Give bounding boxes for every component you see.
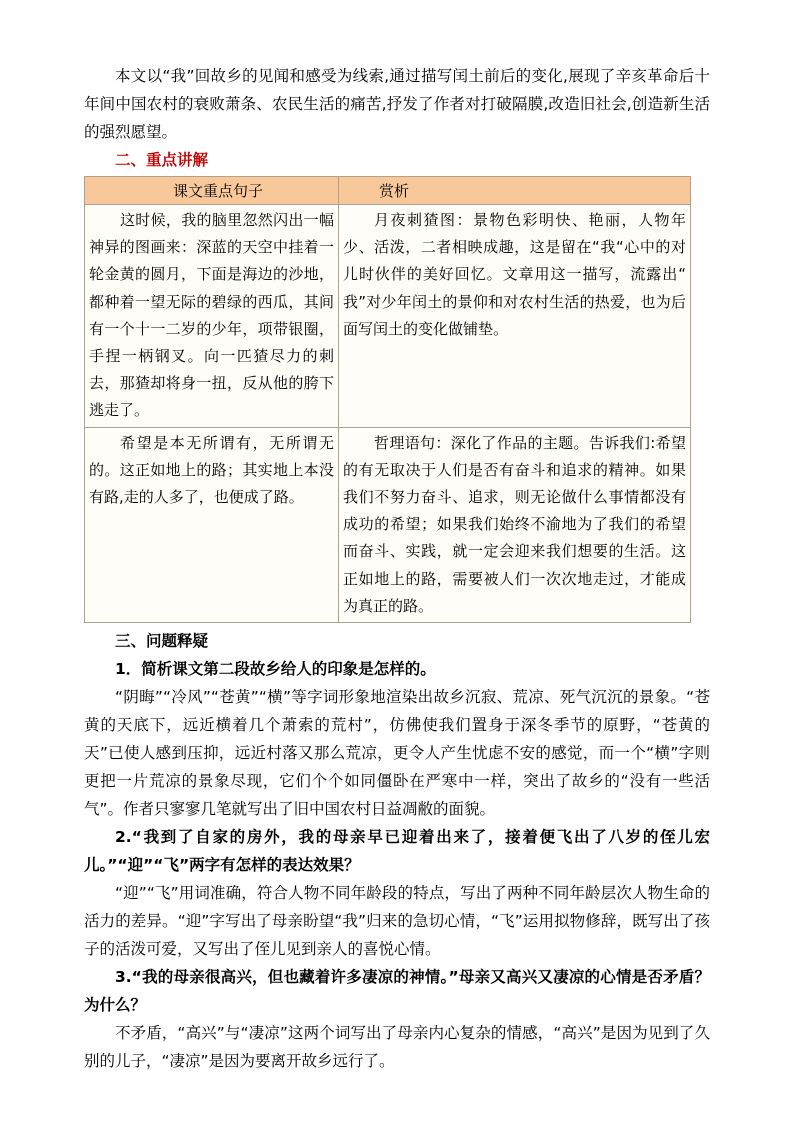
table-header-row — [85, 177, 691, 205]
section-heading-questions: 三、问题释疑 — [115, 632, 209, 651]
table-cell-sentence — [85, 205, 339, 428]
question-block — [84, 963, 710, 1075]
table-cell-sentence — [85, 427, 339, 622]
answer-text: “迎”“飞”用词准确，符合人物不同年龄段的特点，写出了两种不同年龄层次人物生命的活力的差异。“迎”字写出了母亲盼望“我”归来的急切心情，“飞”运用拟物修辞，既写出了孩子的活泼可爱，又写出了侄儿见到亲人的喜悦心情。 — [84, 884, 710, 959]
table-row — [85, 427, 691, 622]
analysis-text: 哲理语句：深化了作品的主题。告诉我们:希望的有无取决于人们是否有奋斗和追求的精神。如果我们不努力奋斗、追求，则无论做什么事情都没有成功的希望；如果我们始终不渝地为了我们的希望而奋斗、实践，就一定会迎来我们想要的生活。这正如地上的路，需要被人们一次次地走过，才能成为真正的路。 — [343, 433, 686, 615]
question-text: 1．简析课文第二段故乡给人的印象是怎样的。 — [115, 660, 436, 679]
table-row — [85, 205, 691, 428]
sentence-text: 希望是本无所谓有，无所谓无的。这正如地上的路；其实地上本没有路,走的人多了，也便成了路。 — [89, 433, 334, 507]
key-sentences-table — [84, 176, 691, 623]
document-page — [84, 62, 710, 1075]
answer-text: “阴晦”“冷风”“苍黄”“横”等字词形象地渲染出故乡沉寂、荒凉、死气沉沉的景象。“苍黄的天底下，远近横着几个萧索的荒村”，仿佛使我们置身于深冬季节的原野，“苍黄的天”已使人感到压抑，远近村落又那么荒凉，更令人产生忧虑不安的感觉，而一个“横”字则更把一片荒凉的景象尽现，它们个个如同僵卧在严寒中一样，突出了故乡的“没有一些活气”。作者只寥寥几笔就写出了旧中国农村日益凋敝的面貌。 — [84, 688, 710, 819]
table-header-sentence: 课文重点句子 — [85, 177, 339, 205]
table-cell-analysis — [339, 427, 691, 622]
answer-text: 不矛盾，“高兴”与“凄凉”这两个词写出了母亲内心复杂的情感，“高兴”是因为见到了久别的儿子，“凄凉”是因为要离开故乡远行了。 — [84, 1024, 710, 1071]
question-text: 2.“我到了自家的房外，我的母亲早已迎着出来了，接着便飞出了八岁的侄儿宏儿。”“迎”“飞”两字有怎样的表达效果？ — [84, 828, 710, 875]
section-heading-key-points: 二、重点讲解 — [115, 151, 209, 169]
intro-paragraph: 本文以“我”回故乡的见闻和感受为线索,通过描写闰土前后的变化,展现了辛亥革命后十年间中国农村的衰败萧条、农民生活的痛苦,抒发了作者对打破隔膜,改造旧社会,创造新生活的强烈愿望。 — [84, 67, 710, 141]
question-block — [84, 823, 710, 963]
question-text: 3.“我的母亲很高兴，但也藏着许多凄凉的神情。”母亲又高兴又凄凉的心情是否矛盾？为什么？ — [84, 968, 710, 1015]
sentence-text: 这时候，我的脑里忽然闪出一幅神异的图画来：深蓝的天空中挂着一轮金黄的圆月，下面是海边的沙地，都种着一望无际的碧绿的西瓜，其间有一个十一二岁的少年，项带银圈，手捏一柄钢叉。向一匹猹尽力的刺去，那猹却将身一扭，反从他的胯下逃走了。 — [89, 211, 334, 420]
table-cell-analysis — [339, 205, 691, 428]
table-header-analysis: 赏析 — [339, 177, 691, 205]
analysis-text: 月夜刺猹图：景物色彩明快、艳丽，人物年少、活泼，二者相映成趣，这是留在“我“心中的对儿时伙伴的美好回忆。文章用这一描写，流露出“ 我”对少年闰土的景仰和对农村生活的热爱，也为后面写闰土的变化做铺垫。 — [343, 211, 686, 338]
question-block — [84, 655, 710, 823]
